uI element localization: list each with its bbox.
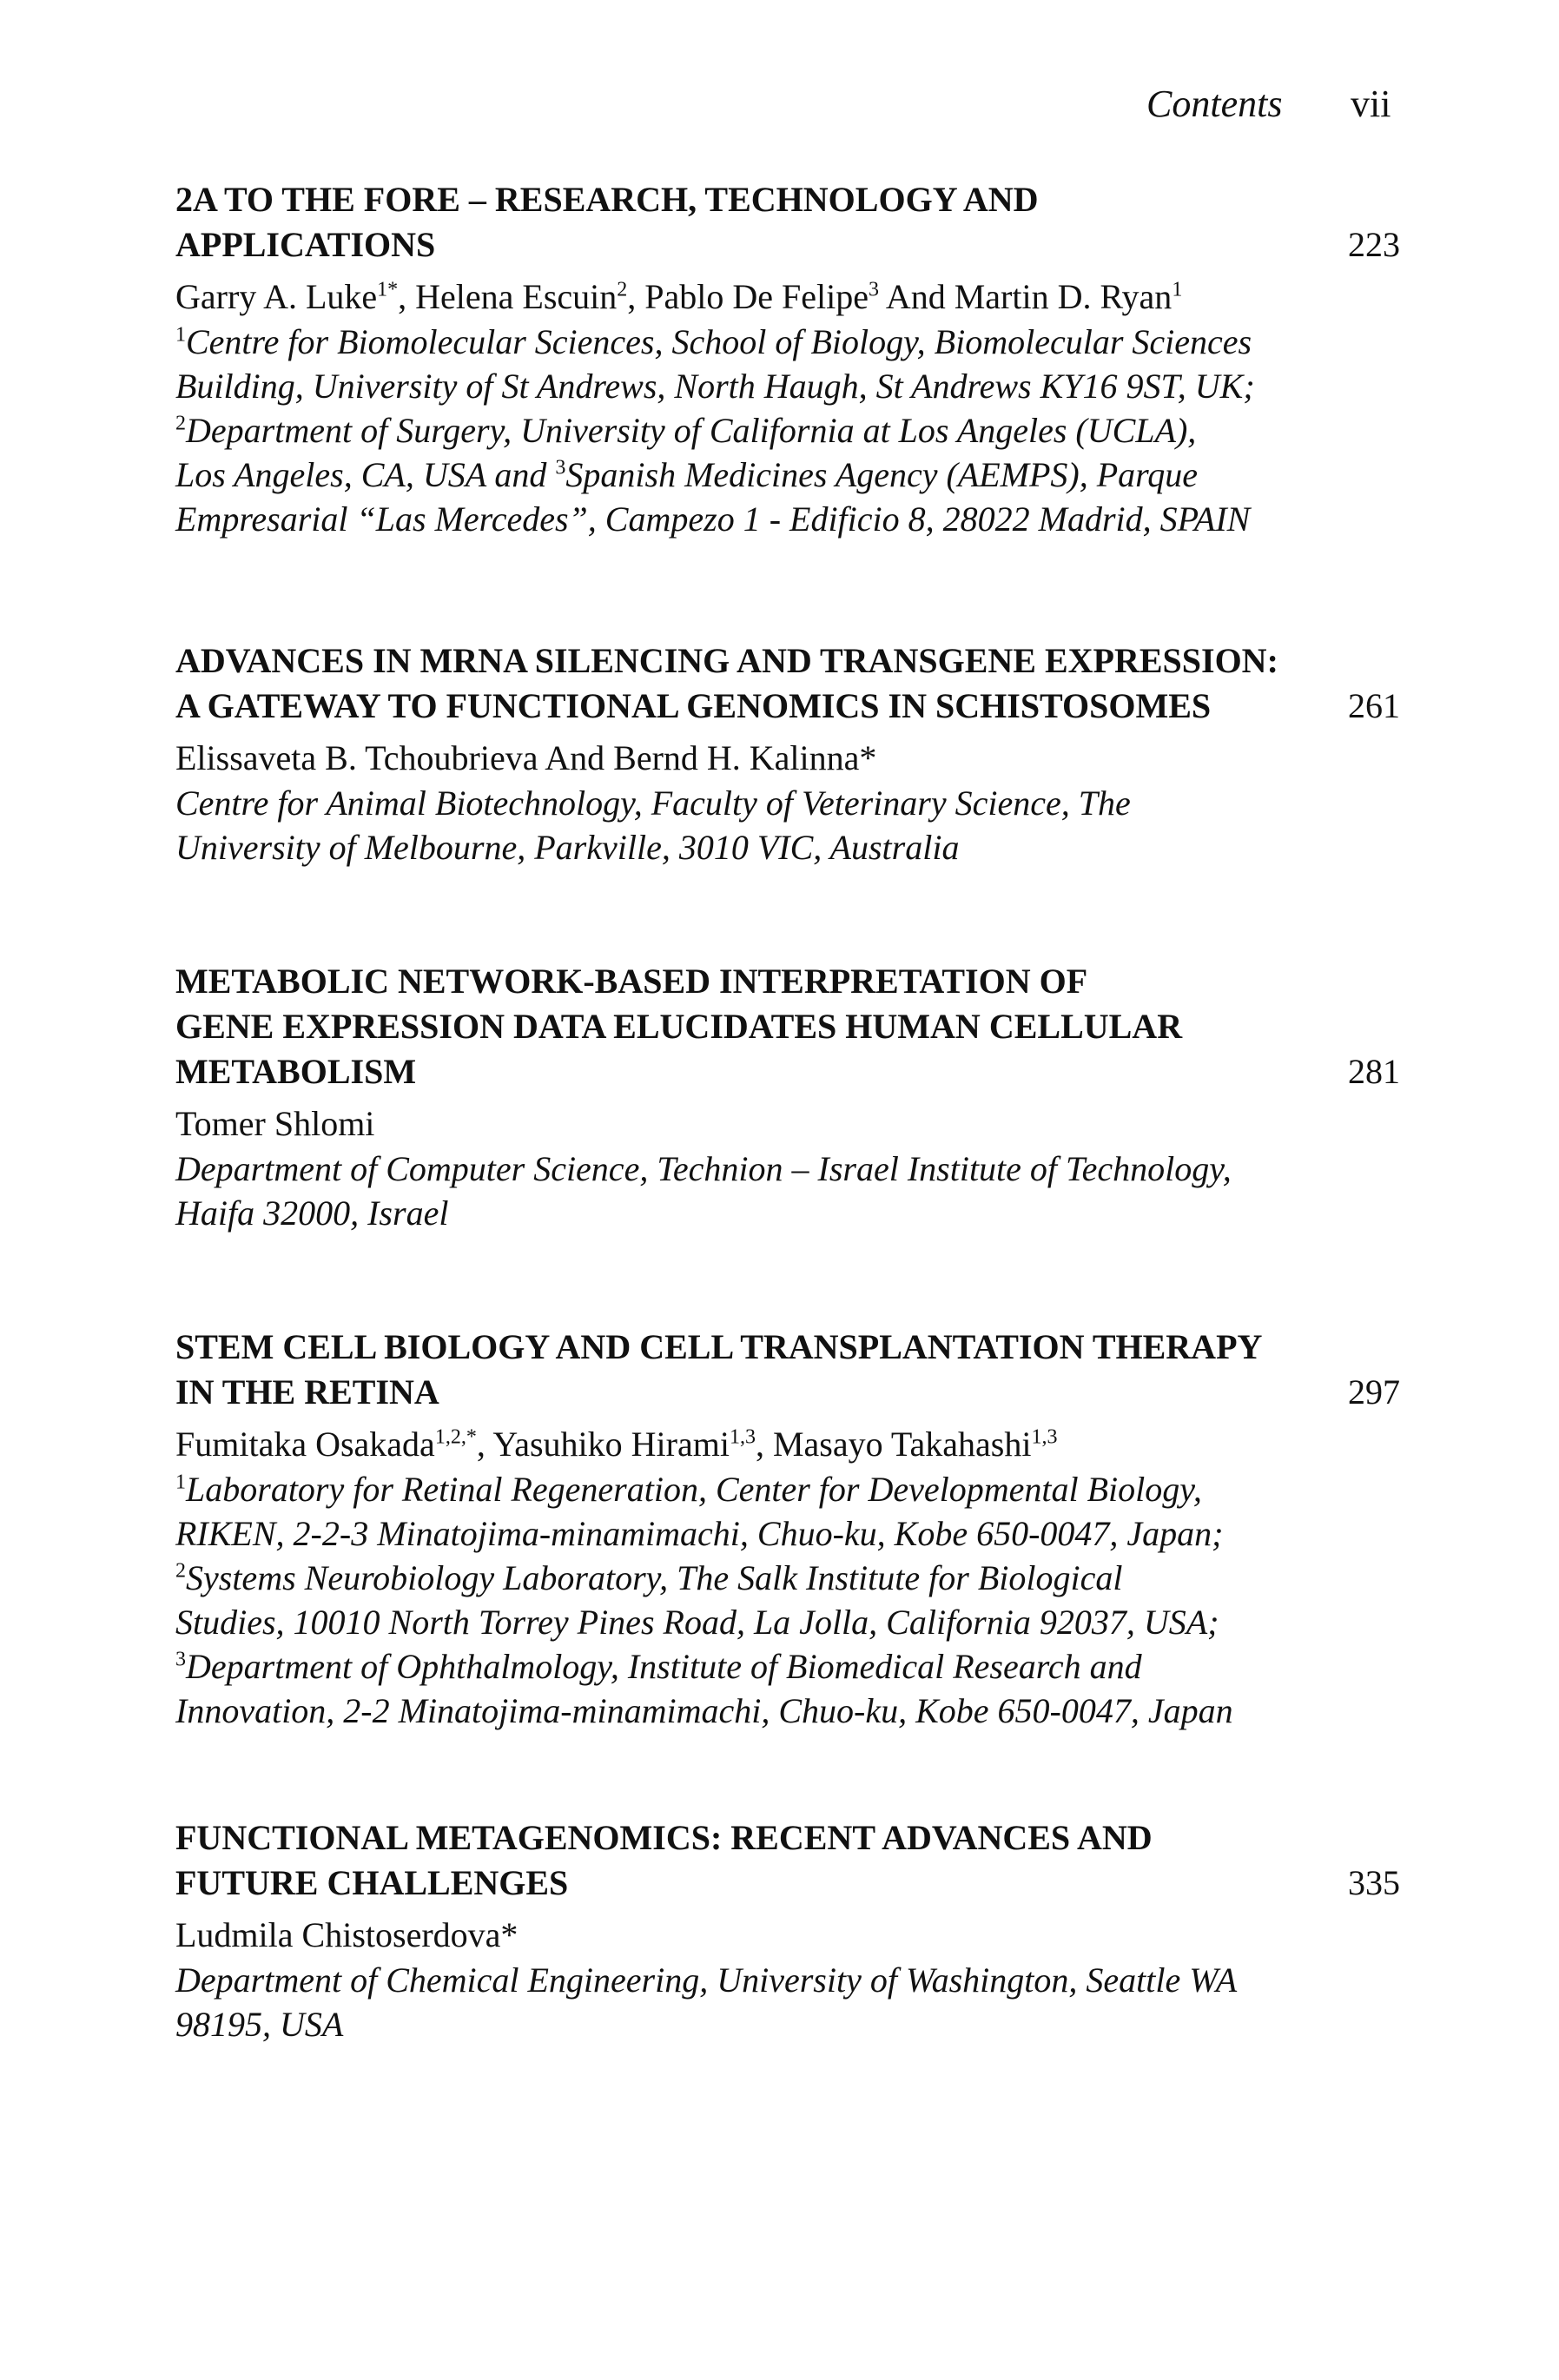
affiliation-line: $^3$Department of Ophthalmology, Institute of Biomedical Research and (175, 1647, 1142, 1686)
affiliation-line: Haifa 32000, Israel (175, 1193, 449, 1233)
affiliation-line: University of Melbourne, Parkville, 3010 VIC, Australia (175, 828, 960, 867)
entry-title[interactable] (175, 638, 1400, 729)
running-head-section: Contents (1146, 83, 1283, 125)
entry-page-number: 297 (1348, 1372, 1400, 1411)
entry-title-line: A GATEWAY TO FUNCTIONAL GENOMICS IN SCHISTOSOMES (175, 686, 1212, 725)
toc-entry[interactable] (175, 959, 1400, 1235)
toc-entry[interactable] (175, 177, 1400, 541)
affiliation-line: $^2$Department of Surgery, University of California at Los Angeles (UCLA), (175, 411, 1197, 450)
entry-title-line: FUNCTIONAL METAGENOMICS: RECENT ADVANCES AND (175, 1818, 1153, 1857)
entry-title[interactable] (175, 1815, 1400, 1906)
entry-page-number: 281 (1348, 1052, 1400, 1091)
running-head (1146, 78, 1398, 130)
entry-title-line: FUTURE CHALLENGES (175, 1863, 569, 1902)
affiliation-line: RIKEN, 2-2-3 Minatojima-minamimachi, Chuo-ku, Kobe 650-0047, Japan; (175, 1514, 1224, 1553)
entry-title-line: IN THE RETINA (175, 1372, 439, 1411)
entry-page-number: 261 (1348, 686, 1400, 725)
affiliation-line: Department of Computer Science, Technion – Israel Institute of Technology, (175, 1149, 1232, 1188)
running-head-page-number: vii (1351, 83, 1391, 125)
affiliation-line: $^1$Laboratory for Retinal Regeneration, Center for Developmental Biology, (175, 1470, 1202, 1509)
entry-title-line: GENE EXPRESSION DATA ELUCIDATES HUMAN CELLULAR (175, 1007, 1183, 1046)
affiliation-line: Department of Chemical Engineering, University of Washington, Seattle WA (175, 1960, 1238, 2000)
entry-affiliation (175, 1958, 1400, 2046)
entry-affiliation (175, 320, 1400, 541)
affiliation-line: $^2$Systems Neurobiology Laboratory, The Salk Institute for Biological (175, 1558, 1123, 1597)
affiliation-line: Building, University of St Andrews, North Haugh, St Andrews KY16 9ST, UK; (175, 367, 1255, 406)
entry-authors: Garry A. Luke$^{1*}$, Helena Escuin$^2$, Pablo De Felipe$^3$ And Martin D. Ryan$^1$ (175, 277, 1183, 316)
affiliation-line: $^1$Centre for Biomolecular Sciences, School of Biology, Biomolecular Sciences (175, 322, 1252, 361)
entry-title-line: APPLICATIONS (175, 225, 436, 264)
toc-entry[interactable] (175, 638, 1400, 869)
affiliation-line: Innovation, 2-2 Minatojima-minamimachi, Chuo-ku, Kobe 650-0047, Japan (175, 1691, 1233, 1730)
entry-title-line: STEM CELL BIOLOGY AND CELL TRANSPLANTATION THERAPY (175, 1327, 1263, 1366)
affiliation-line: Centre for Animal Biotechnology, Faculty of Veterinary Science, The (175, 783, 1131, 823)
affiliation-line: 98195, USA (175, 2005, 344, 2044)
entry-title-line: ADVANCES IN MRNA SILENCING AND TRANSGENE EXPRESSION: (175, 641, 1278, 680)
entry-affiliation (175, 1467, 1400, 1733)
affiliation-line: Empresarial “Las Mercedes”, Campezo 1 - Edificio 8, 28022 Madrid, SPAIN (175, 499, 1251, 539)
entry-affiliation (175, 781, 1400, 869)
toc-entry[interactable] (175, 1325, 1400, 1733)
entry-page-number: 335 (1348, 1863, 1400, 1902)
toc-entry[interactable] (175, 1815, 1400, 2046)
entry-page-number: 223 (1348, 225, 1400, 264)
entry-title[interactable] (175, 177, 1400, 268)
entry-title[interactable] (175, 1325, 1400, 1415)
entry-authors: Tomer Shlomi (175, 1104, 375, 1143)
affiliation-line: Los Angeles, CA, USA and $^3$Spanish Medicines Agency (AEMPS), Parque (175, 455, 1198, 494)
entry-authors: Ludmila Chistoserdova* (175, 1915, 519, 1954)
affiliation-line: Studies, 10010 North Torrey Pines Road, La Jolla, California 92037, USA; (175, 1603, 1219, 1642)
entry-title-line: METABOLISM (175, 1052, 417, 1091)
entry-title-line: 2A TO THE FORE – RESEARCH, TECHNOLOGY AND (175, 180, 1039, 219)
entry-title[interactable] (175, 959, 1400, 1094)
entry-title-line: METABOLIC NETWORK-BASED INTERPRETATION OF (175, 962, 1088, 1001)
entry-authors: Elissaveta B. Tchoubrieva And Bernd H. Kalinna* (175, 738, 877, 777)
entry-affiliation (175, 1147, 1400, 1235)
entry-authors: Fumitaka Osakada$^{1,2,*}$, Yasuhiko Hirami$^{1,3}$, Masayo Takahashi$^{1,3}$ (175, 1425, 1058, 1464)
